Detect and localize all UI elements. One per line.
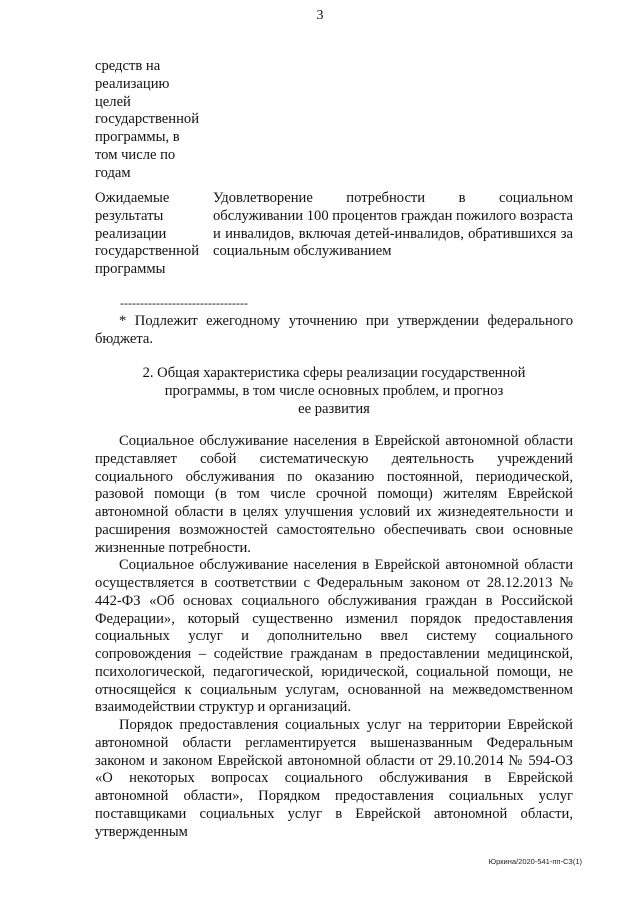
results-label-line: реализации xyxy=(95,225,167,242)
funding-label-line: целей xyxy=(95,93,131,110)
paragraph: Социальное обслуживание населения в Еврейской автономной области осуществляется в соответствии с Федеральным законом от 28.12.2013 № 442-ФЗ «Об основах социального обслуживания граждан в Российской Федерации», который существенно изменил порядок предоставления социальных услуг и дополнительно ввел систему социального сопровождения – содействие гражданам в предоставлении медицинской, психологической, педагогической, юридической, социальной помощи, не относящейся к социальным услугам, основанной на межведомственном взаимодействии структур и организаций. xyxy=(95,557,573,716)
results-label-line: государственной xyxy=(95,243,200,260)
body-text xyxy=(95,433,573,841)
funding-label-line: годам xyxy=(95,164,131,181)
funding-label-line: государственной xyxy=(95,111,200,128)
results-text: Удовлетворение потребности в социальном обслуживании 100 процентов граждан пожилого возраста и инвалидов, включая детей-инвалидов, обратившихся за социальным обслуживанием xyxy=(213,190,573,260)
section-heading-line: ее развития xyxy=(298,400,370,417)
document-code: Юркина/2020-541-пп-СЗ(1) xyxy=(488,857,582,866)
funding-label-line: реализацию xyxy=(95,75,170,92)
results-label-line: Ожидаемые xyxy=(95,190,170,206)
results-label-line: результаты xyxy=(95,207,164,224)
footnote-text: * Подлежит ежегодному уточнению при утверждении федерального бюджета. xyxy=(95,313,573,347)
paragraph: Порядок предоставления социальных услуг на территории Еврейской автономной области регламентируется вышеназванным Федеральным законом и законом Еврейской автономной области от 29.10.2014 № 594-ОЗ «О некоторых вопросах социального обслуживания в Еврейской автономной области», Порядком предоставления социальных услуг поставщиками социальных услуг в Еврейской автономной области, утвержденным xyxy=(95,717,573,840)
funding-label xyxy=(95,58,220,183)
footnote-rule: -------------------------------- xyxy=(120,296,248,310)
funding-label-line: программы, в xyxy=(95,129,180,146)
results-label-line: программы xyxy=(95,261,166,278)
results-label xyxy=(95,190,220,279)
page-number: 3 xyxy=(316,8,324,23)
section-heading xyxy=(95,365,573,418)
section-heading-line: 2. Общая характеристика сферы реализации государственной xyxy=(142,365,526,381)
section-heading-line: программы, в том числе основных проблем, и прогноз xyxy=(164,382,504,399)
funding-label-line: том числе по xyxy=(95,146,176,163)
paragraph: Социальное обслуживание населения в Еврейской автономной области представляет собой систематическую деятельность учреждений социального обслуживания по оказанию постоянной, периодической, разовой помощи (в том числе срочной помощи) жителям Еврейской автономной области в целях улучшения условий их жизнедеятельности и расширения возможностей самостоятельно обеспечивать свои основные жизненные потребности. xyxy=(95,433,573,556)
funding-label-line: средств на xyxy=(95,58,161,74)
